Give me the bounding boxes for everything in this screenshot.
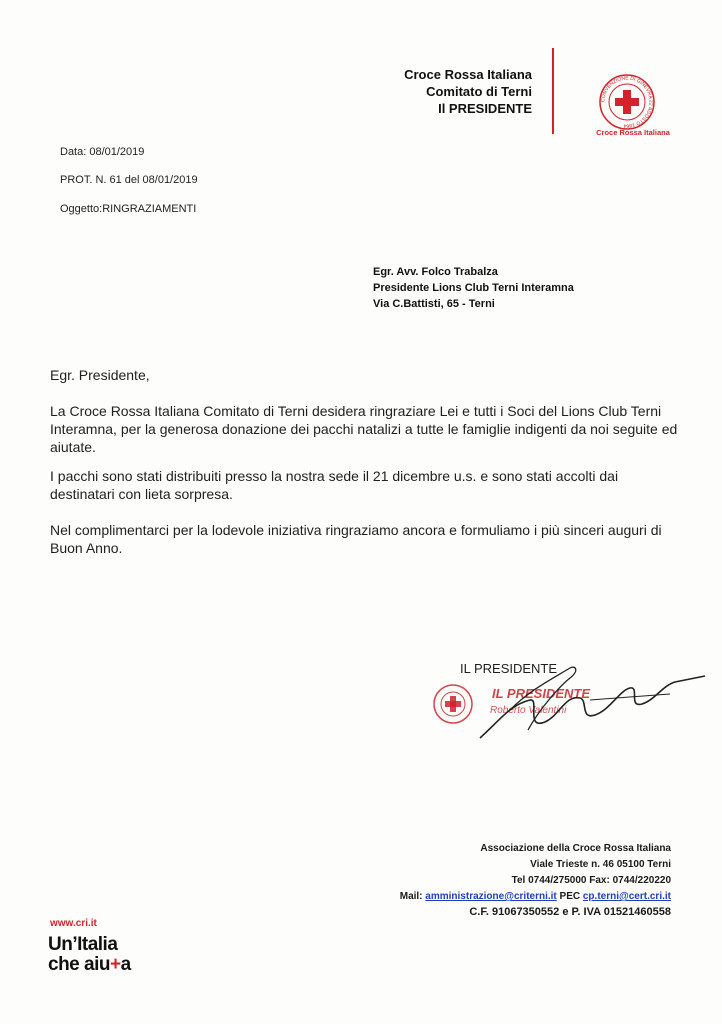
recipient-street: Via C.Battisti, 65 - Terni bbox=[373, 298, 495, 310]
subject-line: Oggetto:RINGRAZIAMENTI bbox=[60, 203, 197, 215]
committee-name: Comitato di Terni bbox=[426, 84, 532, 99]
footer-contacts bbox=[400, 890, 671, 904]
footer-phone: Tel 0744/275000 Fax: 0744/220220 bbox=[511, 875, 671, 886]
letterhead bbox=[404, 66, 532, 117]
slogan-part-a: che aiu bbox=[48, 954, 110, 975]
paragraph-2: I pacchi sono stati distribuiti presso la nostra sede il 21 dicembre u.s. e sono stati accolti dai destinatari con lieta sorpresa. bbox=[50, 468, 619, 502]
slogan-cross: + bbox=[109, 954, 121, 975]
paragraph-3: Nel complimentarci per la lodevole iniziativa ringraziamo ancora e formuliamo i più sinceri auguri di Buon Anno. bbox=[50, 522, 662, 556]
pec-link[interactable]: cp.terni@cert.cri.it bbox=[582, 891, 671, 902]
stamp-title: IL PRESIDENTE bbox=[492, 686, 591, 701]
slogan-line-2 bbox=[48, 955, 131, 975]
stamp-name: Roberto Valentini bbox=[490, 705, 567, 716]
recipient-name: Egr. Avv. Folco Trabalza bbox=[373, 266, 498, 278]
signature-title: IL PRESIDENTE bbox=[460, 661, 558, 676]
pec-label: PEC bbox=[556, 891, 583, 902]
website-link[interactable]: www.cri.it bbox=[50, 918, 97, 929]
logo-caption: Croce Rossa Italiana bbox=[596, 128, 670, 137]
stamp-logo bbox=[432, 683, 474, 725]
logo-ring-text: CONVENZIONE DI GINEVRA 22 AGOSTO 1864 bbox=[600, 75, 654, 129]
mail-link[interactable]: amministrazione@criterni.it bbox=[425, 891, 557, 902]
handwritten-signature bbox=[470, 660, 710, 750]
date-line: Data: 08/01/2019 bbox=[60, 146, 145, 158]
footer-org: Associazione della Croce Rossa Italiana bbox=[480, 843, 671, 854]
org-name: Croce Rossa Italiana bbox=[404, 67, 532, 82]
slogan-part-c: a bbox=[120, 954, 131, 975]
recipient-address bbox=[373, 264, 574, 312]
office-title: Il PRESIDENTE bbox=[438, 101, 532, 116]
recipient-role: Presidente Lions Club Terni Interamna bbox=[373, 282, 574, 294]
footer-tax-ids: C.F. 91067350552 e P. IVA 01521460558 bbox=[469, 906, 671, 918]
mail-label: Mail: bbox=[399, 891, 426, 902]
slogan bbox=[48, 935, 131, 975]
paragraph-1: La Croce Rossa Italiana Comitato di Terni desidera ringraziare Lei e tutti i Soci del Lions Club Terni Interamna, per la generosa donazione dei pacchi natalizi a tutte le famiglie indigenti da noi seguite ed aiutate. bbox=[50, 403, 678, 455]
protocol-line: PROT. N. 61 del 08/01/2019 bbox=[60, 174, 198, 186]
footer-address: Viale Trieste n. 46 05100 Terni bbox=[530, 859, 671, 870]
header-divider bbox=[552, 48, 554, 134]
salutation: Egr. Presidente, bbox=[50, 367, 150, 383]
slogan-line-1: Un’Italia bbox=[48, 934, 118, 955]
